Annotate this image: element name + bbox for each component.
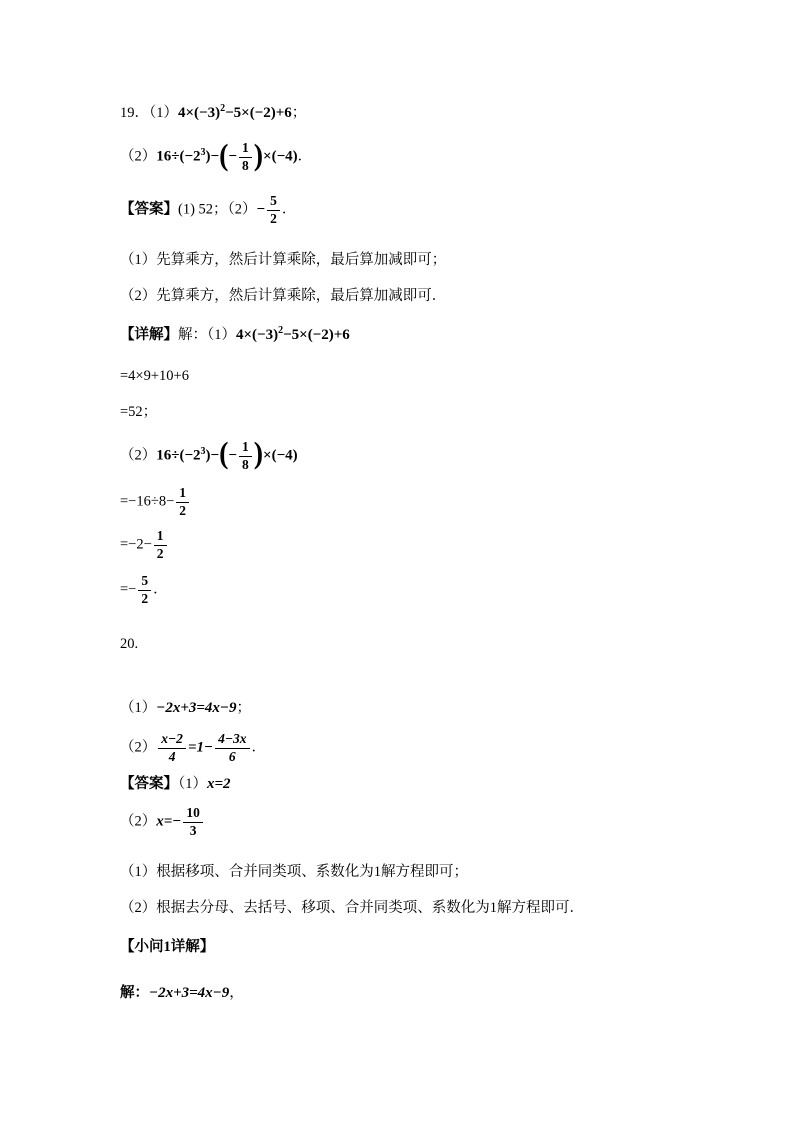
q19-analysis-2	[120, 285, 684, 307]
analysis-text: （2）先算乘方，然后计算乘除，最后算加减即可．	[120, 288, 447, 305]
open-paren: (	[219, 137, 229, 173]
fraction	[215, 732, 249, 765]
step-text: =52；	[120, 404, 158, 421]
math-expression: 4×(−3)	[236, 326, 279, 343]
answer-tag: 【答案】	[120, 775, 178, 792]
math-expression: 16÷(−2	[156, 148, 201, 165]
denominator: 6	[228, 749, 236, 765]
minus-sign: −	[228, 148, 237, 165]
q20-part2-line	[120, 732, 684, 765]
numerator: 1	[239, 440, 252, 457]
q19-analysis-1	[120, 249, 684, 271]
denominator: 2	[270, 210, 277, 226]
numerator: 4−3x	[215, 732, 249, 749]
fraction	[239, 141, 252, 174]
punctuation: ，	[229, 985, 244, 1002]
numerator: 1	[154, 529, 167, 546]
math-expression: −5×(−2)+6	[225, 105, 292, 121]
q20-answer2-line	[120, 806, 684, 839]
math-expression: 16÷(−2	[156, 447, 201, 464]
q20-number	[120, 633, 684, 655]
q19-result-line	[120, 574, 684, 607]
q19-answer-line	[120, 194, 684, 227]
open-paren: (	[219, 436, 229, 471]
q19-detail-line	[120, 324, 684, 347]
q19-step-line	[120, 529, 684, 562]
punctuation: ；	[236, 699, 252, 716]
detail-tag: 【小问1详解】	[120, 938, 215, 955]
math-expression: −2x+3=4x−9	[156, 699, 237, 716]
step-text: =−	[120, 581, 137, 598]
q20-solve-line	[120, 982, 684, 1005]
part-label: （2）	[120, 739, 157, 756]
q20-answer-line	[120, 773, 684, 796]
fraction	[154, 529, 167, 562]
answer-label: （1）	[178, 775, 207, 792]
numerator: 1	[239, 141, 252, 158]
q19-step-line	[120, 486, 684, 519]
punctuation: ；	[291, 105, 307, 121]
q20-analysis-2	[120, 897, 684, 919]
minus-sign: −	[228, 447, 237, 464]
denominator: 8	[241, 158, 249, 174]
math-expression: x=2	[207, 775, 231, 792]
denominator: 4	[168, 749, 176, 765]
math-expression: ×(−4)	[263, 148, 298, 165]
q19-detail-part2-line	[120, 436, 684, 473]
answer-tag: 【答案】	[120, 201, 178, 218]
step-text: =−2−	[120, 536, 152, 553]
denominator: 8	[241, 456, 249, 472]
part-label: （2）	[120, 447, 157, 464]
detail-tag: 【详解】	[120, 326, 178, 343]
numerator: 5	[138, 574, 151, 591]
math-expression: )−	[205, 148, 220, 165]
fraction	[176, 486, 189, 519]
step-text: =4×9+10+6	[120, 367, 189, 384]
math-expression: −2x+3=4x−9	[149, 985, 230, 1002]
math-expression: ×(−4)	[263, 447, 298, 464]
math-expression: =1−	[187, 739, 214, 756]
q19-step-line	[120, 401, 684, 423]
denominator: 3	[189, 823, 197, 838]
part-label: （2）	[120, 813, 157, 830]
denominator: 2	[179, 503, 186, 519]
solve-label: 解：	[120, 985, 149, 1002]
math-expression: 4×(−3)	[178, 105, 221, 121]
q19-part2-line	[120, 137, 684, 174]
q20-part1-line	[120, 697, 684, 720]
punctuation: ．	[153, 581, 168, 598]
fraction	[239, 440, 252, 473]
analysis-text: （1）先算乘方，然后计算乘除，最后算加减即可；	[120, 251, 447, 268]
punctuation: ．	[251, 739, 267, 756]
fraction	[138, 574, 151, 607]
q20-subdetail-tag	[120, 936, 684, 958]
analysis-text: （2）根据去分母、去括号、移项、合并同类项、系数化为1解方程即可．	[120, 900, 584, 917]
analysis-text: （1）根据移项、合并同类项、系数化为1解方程即可；	[120, 863, 468, 880]
denominator: 2	[156, 545, 164, 561]
q19-step-line	[120, 365, 684, 387]
exponent: 2	[220, 103, 226, 115]
q20-analysis-1	[120, 861, 684, 883]
close-paren: )	[253, 137, 264, 173]
math-expression: −5×(−2)+6	[283, 326, 350, 343]
numerator: x−2	[158, 732, 186, 749]
punctuation: ．	[297, 148, 313, 165]
part-label: （1）	[120, 699, 157, 716]
question-number: 20.	[120, 635, 139, 652]
numerator: 10	[183, 806, 203, 823]
fraction	[158, 732, 186, 765]
exponent: 2	[278, 324, 284, 336]
fraction	[183, 806, 203, 839]
numerator: 5	[267, 194, 280, 211]
minus-sign: −	[256, 201, 266, 218]
exponent: 3	[200, 445, 206, 457]
math-expression: )−	[205, 447, 220, 464]
close-paren: )	[253, 436, 264, 471]
exponent: 3	[200, 147, 206, 159]
q19-part1-label: 19．（1）	[120, 105, 178, 121]
punctuation: ．	[281, 201, 297, 218]
denominator: 2	[141, 590, 149, 606]
math-expression: x=−	[156, 813, 182, 830]
fraction	[267, 194, 280, 227]
answer-text: (1) 52；（2）	[178, 201, 257, 218]
detail-label: 解：（1）	[178, 326, 236, 343]
numerator: 1	[176, 486, 189, 503]
q19-part2-label: （2）	[120, 148, 157, 165]
q19-part1-line	[120, 102, 684, 125]
step-text: =−16÷8−	[120, 494, 175, 511]
